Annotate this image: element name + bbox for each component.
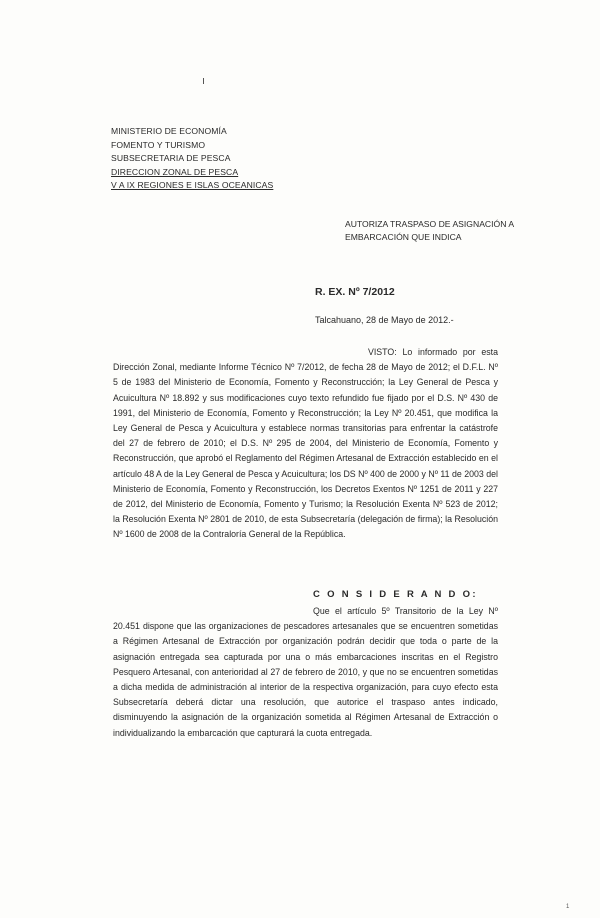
subject-line-1: AUTORIZA TRASPASO DE ASIGNACIÓN A xyxy=(345,219,515,229)
considerando-heading: C O N S I D E R A N D O: xyxy=(313,589,478,600)
page-mark: 1 xyxy=(566,904,570,910)
letterhead-regiones: V A IX REGIONES E ISLAS OCEANICAS xyxy=(111,180,274,191)
visto-paragraph: VISTO: Lo informado por esta Dirección Zonal, mediante Informe Técnico Nº 7/2012, de fecha 28 de Mayo de 2012; el D.F.L. Nº 5 de 1983 del Ministerio de Economía, Fomento y Reconstrucción; la Ley General de Pesca y Acuicultura Nº 18.892 y sus modificaciones cuyo texto refundido fue fijado por el D.S. Nº 430 de 1991, del Ministerio de Economía, Fomento y Reconstrucción; la Ley Nº 20.451, que modifica la Ley General de Pesca y Acuicultura y establece normas transitorias para enfrentar la catástrofe del 27 de febrero de 2010; el D.S. Nº 295 de 2004, del Ministerio de Economía, Fomento y Reconstrucción, que aprobó el Reglamento del Régimen Artesanal de Extracción establecido en el artículo 48 A de la Ley General de Pesca y Acuicultura; los DS Nº 400 de 2000 y Nº 11 de 2003 del Ministerio de Economía, Fomento y Reconstrucción, los Decretos Exentos Nº 1251 de 2011 y 227 de 2012, del Ministerio de Economía, Fomento y Turismo; la Resolución Exenta Nº 523 de 2012; la Resolución Exenta Nº 2801 de 2010, de esta Subsecretaría (delegación de firma); la Resolución Nº 1600 de 2008 de la Contraloría General de la República. xyxy=(113,347,498,540)
subject-block xyxy=(345,218,514,245)
letterhead xyxy=(111,125,273,193)
letterhead-ministry: MINISTERIO DE ECONOMÍA xyxy=(111,126,227,136)
letterhead-direccion: DIRECCION ZONAL DE PESCA xyxy=(111,166,239,177)
subject-line-2: EMBARCACIÓN QUE INDICA xyxy=(345,232,462,243)
place-date: Talcahuano, 28 de Mayo de 2012.- xyxy=(315,315,454,325)
scan-mark xyxy=(203,78,204,84)
letterhead-fomento: FOMENTO Y TURISMO xyxy=(111,139,206,150)
considerando-paragraph: Que el artículo 5º Transitorio de la Ley Nº 20.451 dispone que las organizaciones de pescadores artesanales que se encuentren sometidas a Régimen Artesanal de Extracción por organización podrán decidir que toda o parte de la asignación entregada sea capturada por una o más embarcaciones inscritas en el Registro Pesquero Artesanal, con anterioridad al 27 de febrero de 2010, y que no se encuentren sometidas a dicha medida de administración al interior de la respectiva organización, para cuyo efecto esta Subsecretaría deberá dictar una resolución, que autorice el traspaso antes indicado, disminuyendo la asignación de la organización sometida al Régimen Artesanal de Extracción o individualizando la embarcación que capturará la cuota entregada. xyxy=(113,606,498,738)
resolution-number: R. EX. Nº 7/2012 xyxy=(315,286,395,298)
letterhead-subsecretaria: SUBSECRETARIA DE PESCA xyxy=(111,153,231,164)
